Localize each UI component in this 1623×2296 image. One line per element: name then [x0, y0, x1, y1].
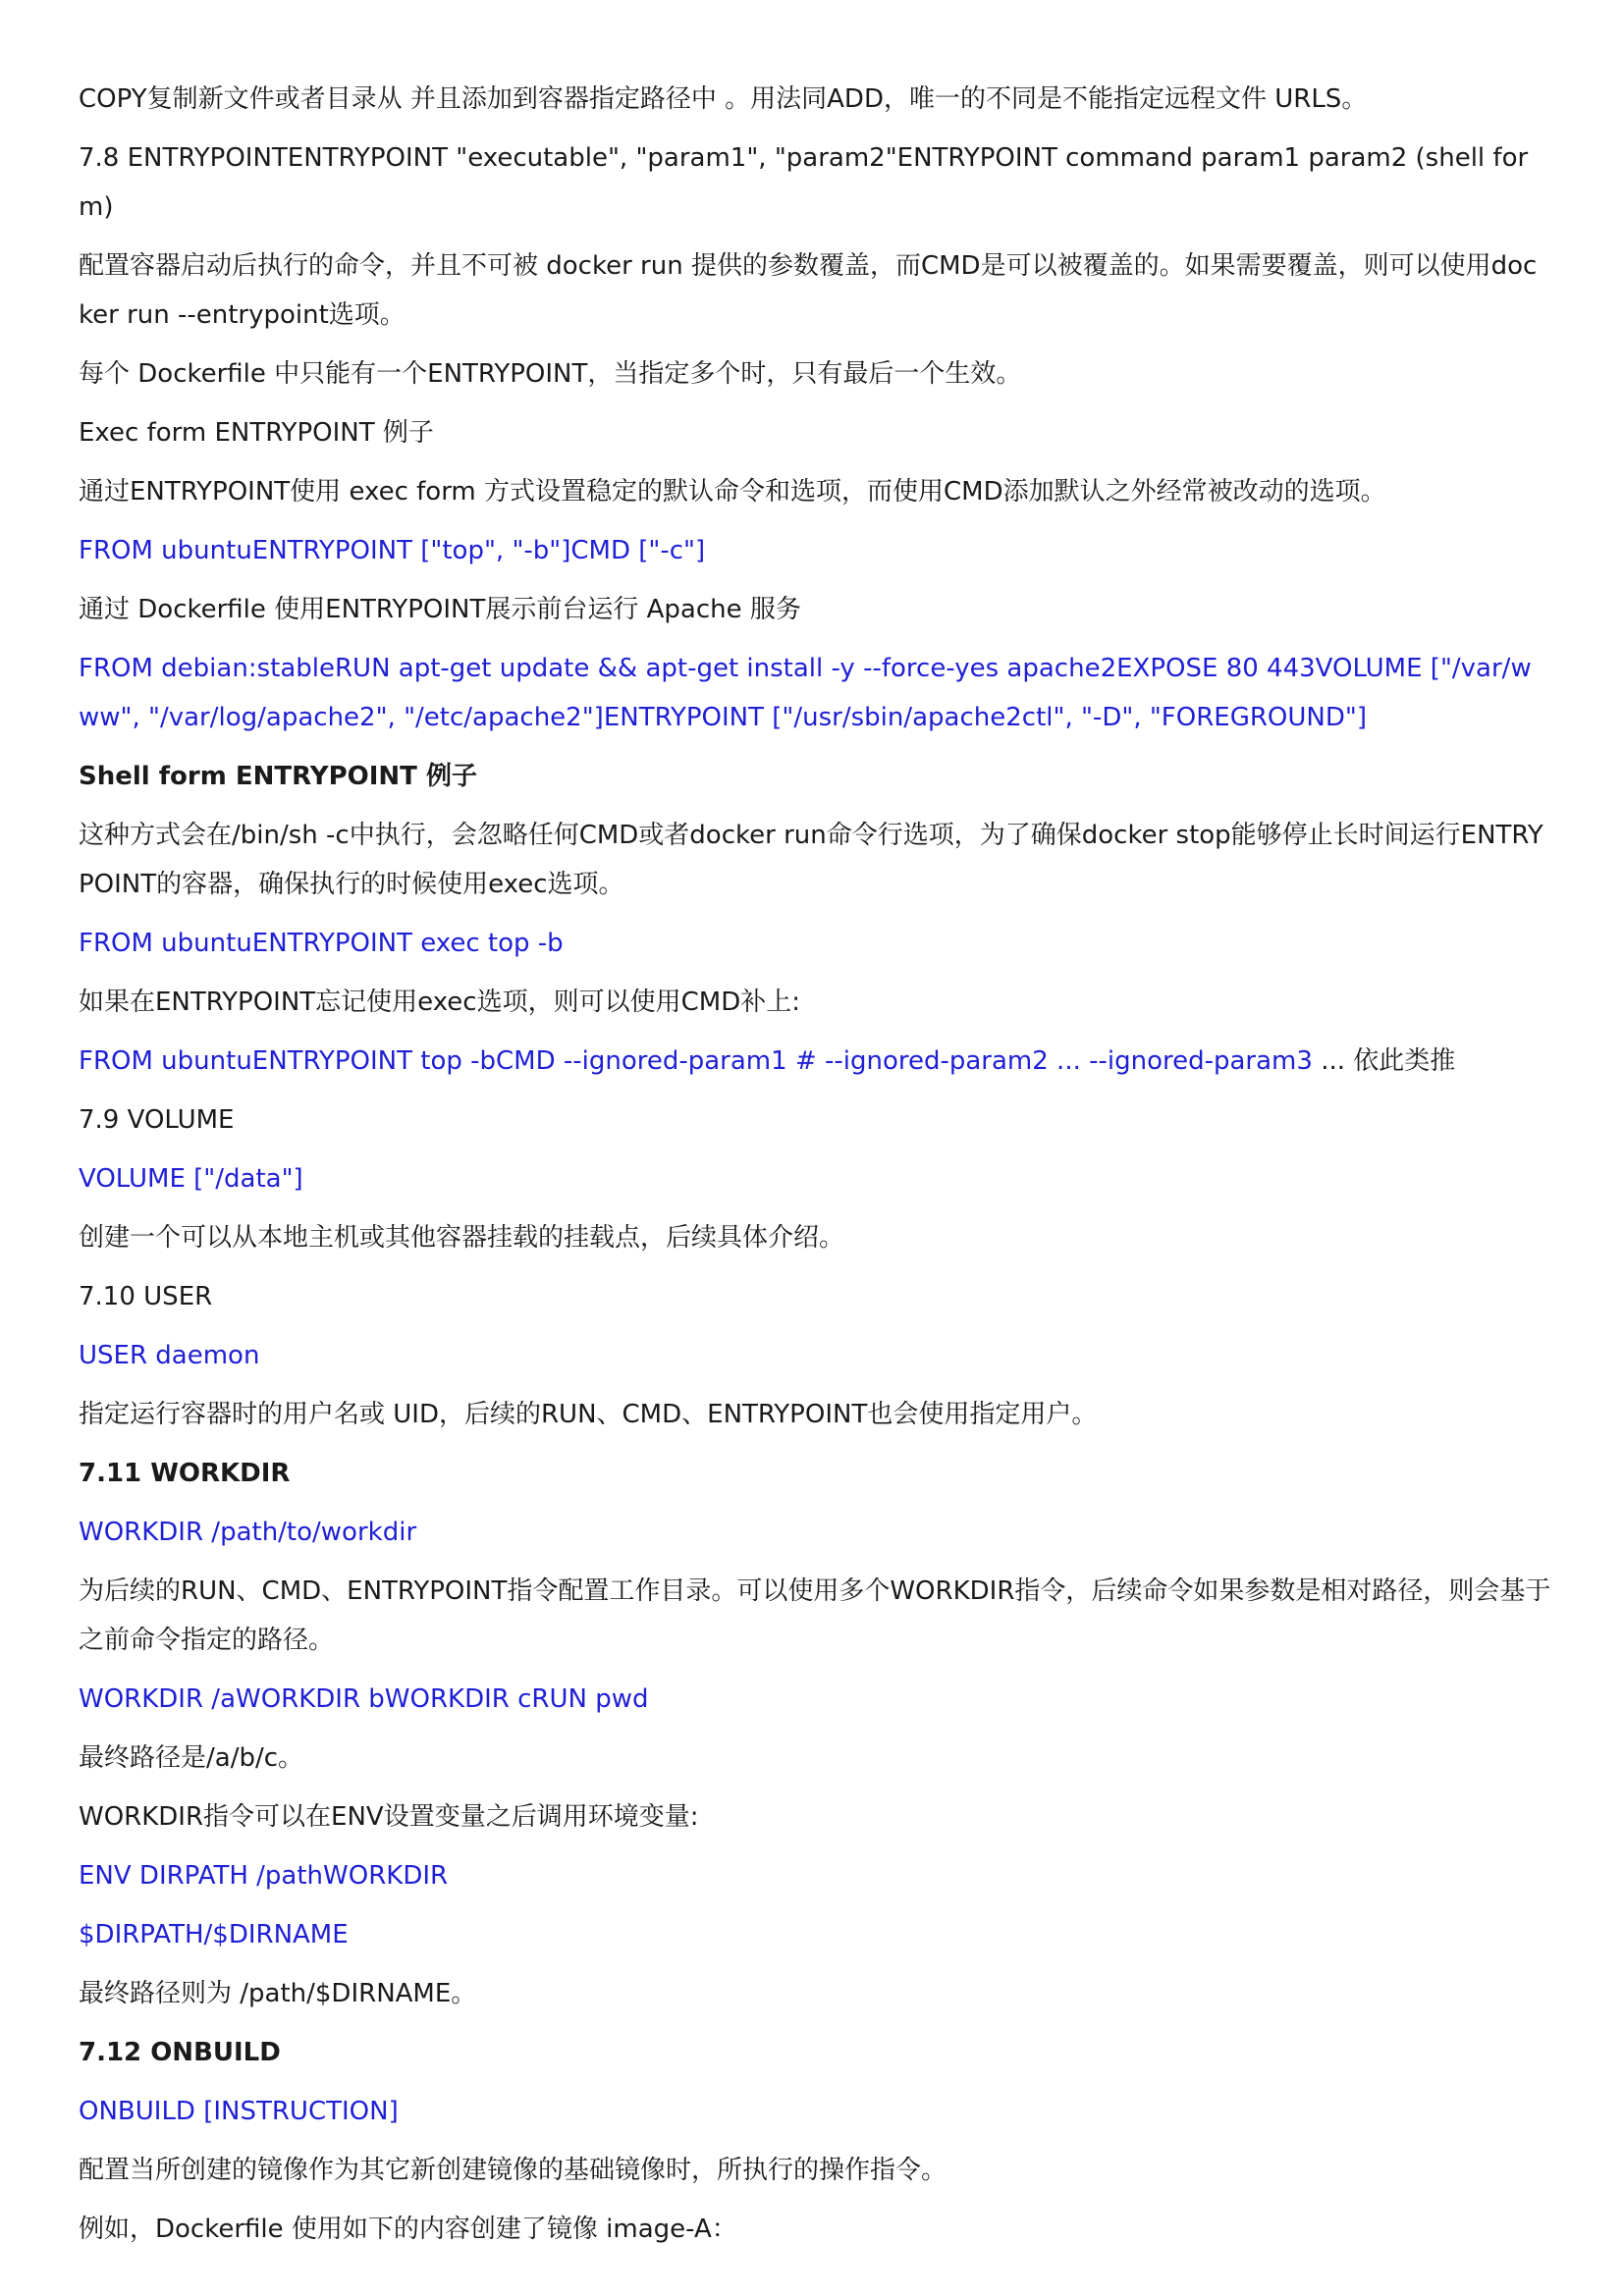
code-snippet: VOLUME ["/data"] [79, 1164, 303, 1194]
body-paragraph: 最终路径则为 /path/$DIRNAME。 [79, 1979, 477, 2008]
body-paragraph: 7.10 USER [79, 1282, 213, 1311]
body-paragraph: 配置当所创建的镜像作为其它新创建镜像的基础镜像时，所执行的操作指令。 [79, 2156, 947, 2185]
section-heading: 7.12 ONBUILD [79, 2038, 281, 2067]
code-snippet: FROM ubuntuENTRYPOINT exec top -b [79, 929, 564, 958]
body-paragraph: 这种方式会在/bin/sh -c中执行，会忽略任何CMD或者docker run命令行选项，为了确保docker stop能够停止长时间运行ENTRYPOINT的容器，确保执行的时候使用exec选项。 [79, 821, 1543, 899]
section-heading: 7.11 WORKDIR [79, 1459, 291, 1488]
body-paragraph: 指定运行容器时的用户名或 UID，后续的RUN、CMD、ENTRYPOINT也会使用指定用户。 [79, 1400, 1098, 1429]
code-snippet: ONBUILD [INSTRUCTION] [79, 2097, 399, 2126]
code-snippet: WORKDIR /path/to/workdir [79, 1518, 417, 1547]
code-snippet-with-note [79, 1037, 1551, 1086]
code-snippet: WORKDIR /aWORKDIR bWORKDIR cRUN pwd [79, 1684, 649, 1714]
body-paragraph: 例如，Dockerfile 使用如下的内容创建了镜像 image-A： [79, 2215, 737, 2244]
code-snippet: USER daemon [79, 1341, 260, 1370]
section-heading: Shell form ENTRYPOINT 例子 [79, 762, 477, 791]
body-paragraph: 最终路径是/a/b/c。 [79, 1743, 304, 1773]
body-paragraph: 每个 Dockerfile 中只能有一个ENTRYPOINT，当指定多个时，只有最后一个生效。 [79, 359, 1022, 389]
body-paragraph: 通过ENTRYPOINT使用 exec form 方式设置稳定的默认命令和选项，而使用CMD添加默认之外经常被改动的选项。 [79, 477, 1386, 507]
body-paragraph: 通过 Dockerfile 使用ENTRYPOINT展示前台运行 Apache 服务 [79, 595, 801, 624]
code-snippet: FROM ubuntuENTRYPOINT ["top", "-b"]CMD ["-c"] [79, 536, 706, 565]
body-paragraph: 创建一个可以从本地主机或其他容器挂载的挂载点，后续具体介绍。 [79, 1223, 845, 1253]
code-snippet: FROM ubuntuENTRYPOINT top -bCMD --ignored-param1 # --ignored-param2 ... --ignored-param3 [79, 1046, 1313, 1076]
body-paragraph: 7.8 ENTRYPOINTENTRYPOINT "executable", "param1", "param2"ENTRYPOINT command param1 param2 (shell form) [79, 143, 1529, 222]
inline-note: ... 依此类推 [1312, 1046, 1456, 1076]
body-paragraph: 配置容器启动后执行的命令，并且不可被 docker run 提供的参数覆盖，而CMD是可以被覆盖的。如果需要覆盖，则可以使用docker run --entrypoint选项。 [79, 251, 1538, 330]
body-paragraph: 为后续的RUN、CMD、ENTRYPOINT指令配置工作目录。可以使用多个WORKDIR指令，后续命令如果参数是相对路径，则会基于之前命令指定的路径。 [79, 1576, 1551, 1655]
body-paragraph: WORKDIR指令可以在ENV设置变量之后调用环境变量: [79, 1802, 699, 1832]
code-snippet: $DIRPATH/$DIRNAME [79, 1920, 349, 1949]
code-snippet: FROM debian:stableRUN apt-get update && apt-get install -y --force-yes apache2EXPOSE 80 443VOLUME ["/var/www", "/var/log/apache2", "/etc/apache2"]ENTRYPOINT ["/usr/sbin/apache2ctl", "-D", "FOREGROUND"] [79, 654, 1532, 732]
body-paragraph: 7.9 VOLUME [79, 1105, 235, 1135]
body-paragraph: Exec form ENTRYPOINT 例子 [79, 418, 434, 448]
code-snippet: ENV DIRPATH /pathWORKDIR [79, 1861, 449, 1891]
body-paragraph: COPY复制新文件或者目录从 并且添加到容器指定路径中 。用法同ADD，唯一的不同是不能指定远程文件 URLS。 [79, 84, 1368, 114]
body-paragraph: 如果在ENTRYPOINT忘记使用exec选项，则可以使用CMD补上: [79, 988, 800, 1017]
document-body [79, 75, 1551, 2264]
